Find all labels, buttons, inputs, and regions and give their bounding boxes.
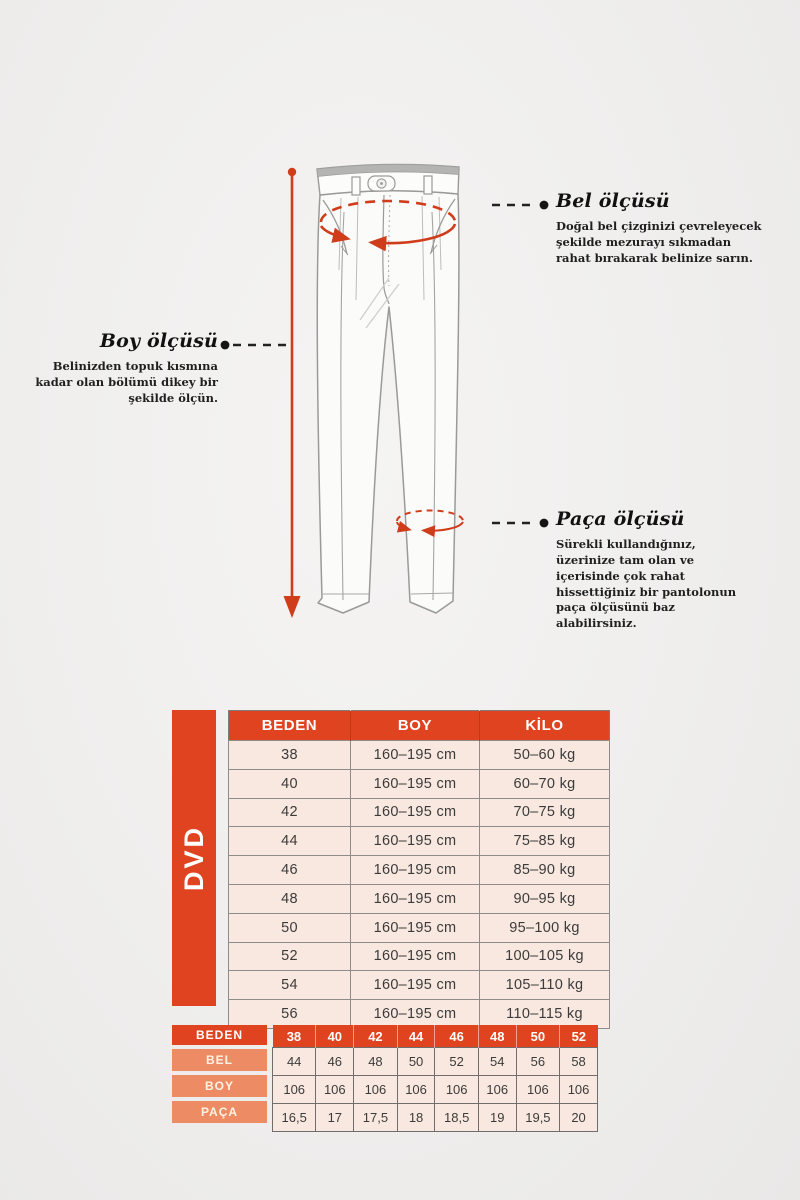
table-header-cell: 48 (478, 1025, 516, 1048)
table-cell: 17 (316, 1104, 354, 1132)
table-header-cell: 44 (397, 1025, 435, 1048)
table-row (273, 1104, 598, 1132)
table-cell: 160–195 cm (351, 942, 480, 971)
table-cell: 106 (478, 1076, 516, 1104)
hem-callout-title: Paça ölçüsü (556, 508, 685, 530)
table-row (229, 913, 610, 942)
table-cell: 90–95 kg (480, 884, 610, 913)
table-row (229, 798, 610, 827)
table-cell: 100–105 kg (480, 942, 610, 971)
table-cell: 48 (354, 1048, 397, 1076)
table-cell: 60–70 kg (480, 769, 610, 798)
table-cell: 52 (435, 1048, 478, 1076)
table-cell: 54 (478, 1048, 516, 1076)
table-cell: 58 (560, 1048, 598, 1076)
measure-row-label: BEL (172, 1049, 267, 1071)
size-table (228, 710, 610, 1029)
table-header-cell: BOY (351, 711, 480, 741)
table-cell: 46 (229, 856, 351, 885)
table-cell: 160–195 cm (351, 741, 480, 770)
table-cell: 56 (516, 1048, 559, 1076)
hem-connector-dot (540, 519, 549, 528)
brand-strip (172, 710, 216, 1006)
table-header-cell: 46 (435, 1025, 478, 1048)
table-cell: 56 (229, 1000, 351, 1029)
table-header-cell: KİLO (480, 711, 610, 741)
table-row (273, 1048, 598, 1076)
belt-loop-right (424, 176, 432, 194)
table-cell: 160–195 cm (351, 827, 480, 856)
table-cell: 18,5 (435, 1104, 478, 1132)
table-cell: 19 (478, 1104, 516, 1132)
measurement-table-header-row (273, 1025, 598, 1048)
table-row (229, 971, 610, 1000)
measurement-table-body (273, 1048, 598, 1132)
table-header-cell: 52 (560, 1025, 598, 1048)
table-cell: 54 (229, 971, 351, 1000)
table-cell: 42 (229, 798, 351, 827)
size-table-header-row (229, 711, 610, 741)
waist-connector-dot (540, 201, 549, 210)
waist-button-hole (380, 182, 383, 185)
table-row (229, 827, 610, 856)
table-header-cell: BEDEN (229, 711, 351, 741)
measurement-table-labels (172, 1025, 267, 1132)
table-cell: 106 (560, 1076, 598, 1104)
belt-loop-left (352, 177, 360, 195)
measurement-table (172, 1025, 598, 1132)
table-row (229, 856, 610, 885)
table-cell: 160–195 cm (351, 971, 480, 1000)
hem-callout (556, 508, 748, 632)
table-header-cell: 38 (273, 1025, 316, 1048)
table-cell: 40 (229, 769, 351, 798)
table-cell: 52 (229, 942, 351, 971)
measure-corner-label: BEDEN (172, 1025, 267, 1045)
table-cell: 106 (316, 1076, 354, 1104)
table-cell: 44 (229, 827, 351, 856)
table-cell: 160–195 cm (351, 856, 480, 885)
length-callout-body: Belinizden topuk kısmına kadar olan bölümü dikey bir şekilde ölçün. (35, 359, 218, 405)
table-cell: 85–90 kg (480, 856, 610, 885)
table-cell: 38 (229, 741, 351, 770)
measure-row-label: BOY (172, 1075, 267, 1097)
size-table-body (229, 741, 610, 1029)
table-cell: 50–60 kg (480, 741, 610, 770)
table-cell: 17,5 (354, 1104, 397, 1132)
table-cell: 95–100 kg (480, 913, 610, 942)
table-row (229, 942, 610, 971)
table-cell: 70–75 kg (480, 798, 610, 827)
brand-label: DVD (178, 824, 209, 891)
table-cell: 18 (397, 1104, 435, 1132)
hem-callout-body: Sürekli kullandığınız, üzerinize tam olan ve içerisinde çok rahat hissettiğiniz bir pantolonun paça ölçüsünü baz alabilirsiniz. (556, 537, 737, 631)
table-cell: 106 (516, 1076, 559, 1104)
length-callout-title: Boy ölçüsü (99, 330, 218, 352)
length-connector-dot (221, 341, 230, 350)
table-cell: 110–115 kg (480, 1000, 610, 1029)
table-cell: 105–110 kg (480, 971, 610, 1000)
table-cell: 106 (273, 1076, 316, 1104)
table-row (273, 1076, 598, 1104)
table-cell: 160–195 cm (351, 913, 480, 942)
length-line-arrowhead (284, 596, 301, 618)
table-cell: 46 (316, 1048, 354, 1076)
measure-row-label: PAÇA (172, 1101, 267, 1123)
table-row (229, 769, 610, 798)
table-cell: 16,5 (273, 1104, 316, 1132)
table-header-cell: 40 (316, 1025, 354, 1048)
table-cell: 160–195 cm (351, 1000, 480, 1029)
table-cell: 160–195 cm (351, 798, 480, 827)
table-cell: 19,5 (516, 1104, 559, 1132)
waist-callout-title: Bel ölçüsü (556, 190, 670, 212)
table-cell: 106 (397, 1076, 435, 1104)
table-cell: 44 (273, 1048, 316, 1076)
table-cell: 160–195 cm (351, 884, 480, 913)
table-cell: 50 (397, 1048, 435, 1076)
length-line-dot (288, 168, 296, 176)
table-row (229, 884, 610, 913)
trousers-outline (317, 191, 459, 613)
waist-callout (556, 190, 768, 267)
table-cell: 20 (560, 1104, 598, 1132)
table-cell: 160–195 cm (351, 769, 480, 798)
table-cell: 75–85 kg (480, 827, 610, 856)
measure-row-labels (172, 1049, 267, 1132)
table-cell: 50 (229, 913, 351, 942)
table-header-cell: 50 (516, 1025, 559, 1048)
waist-callout-body: Doğal bel çizginizi çevreleyecek şekilde mezurayı sıkmadan rahat bırakarak belinize sarın. (556, 219, 762, 265)
table-row (229, 741, 610, 770)
table-cell: 106 (354, 1076, 397, 1104)
length-callout (20, 330, 218, 407)
table-cell: 106 (435, 1076, 478, 1104)
measurement-table-grid (272, 1025, 598, 1132)
table-header-cell: 42 (354, 1025, 397, 1048)
table-cell: 48 (229, 884, 351, 913)
